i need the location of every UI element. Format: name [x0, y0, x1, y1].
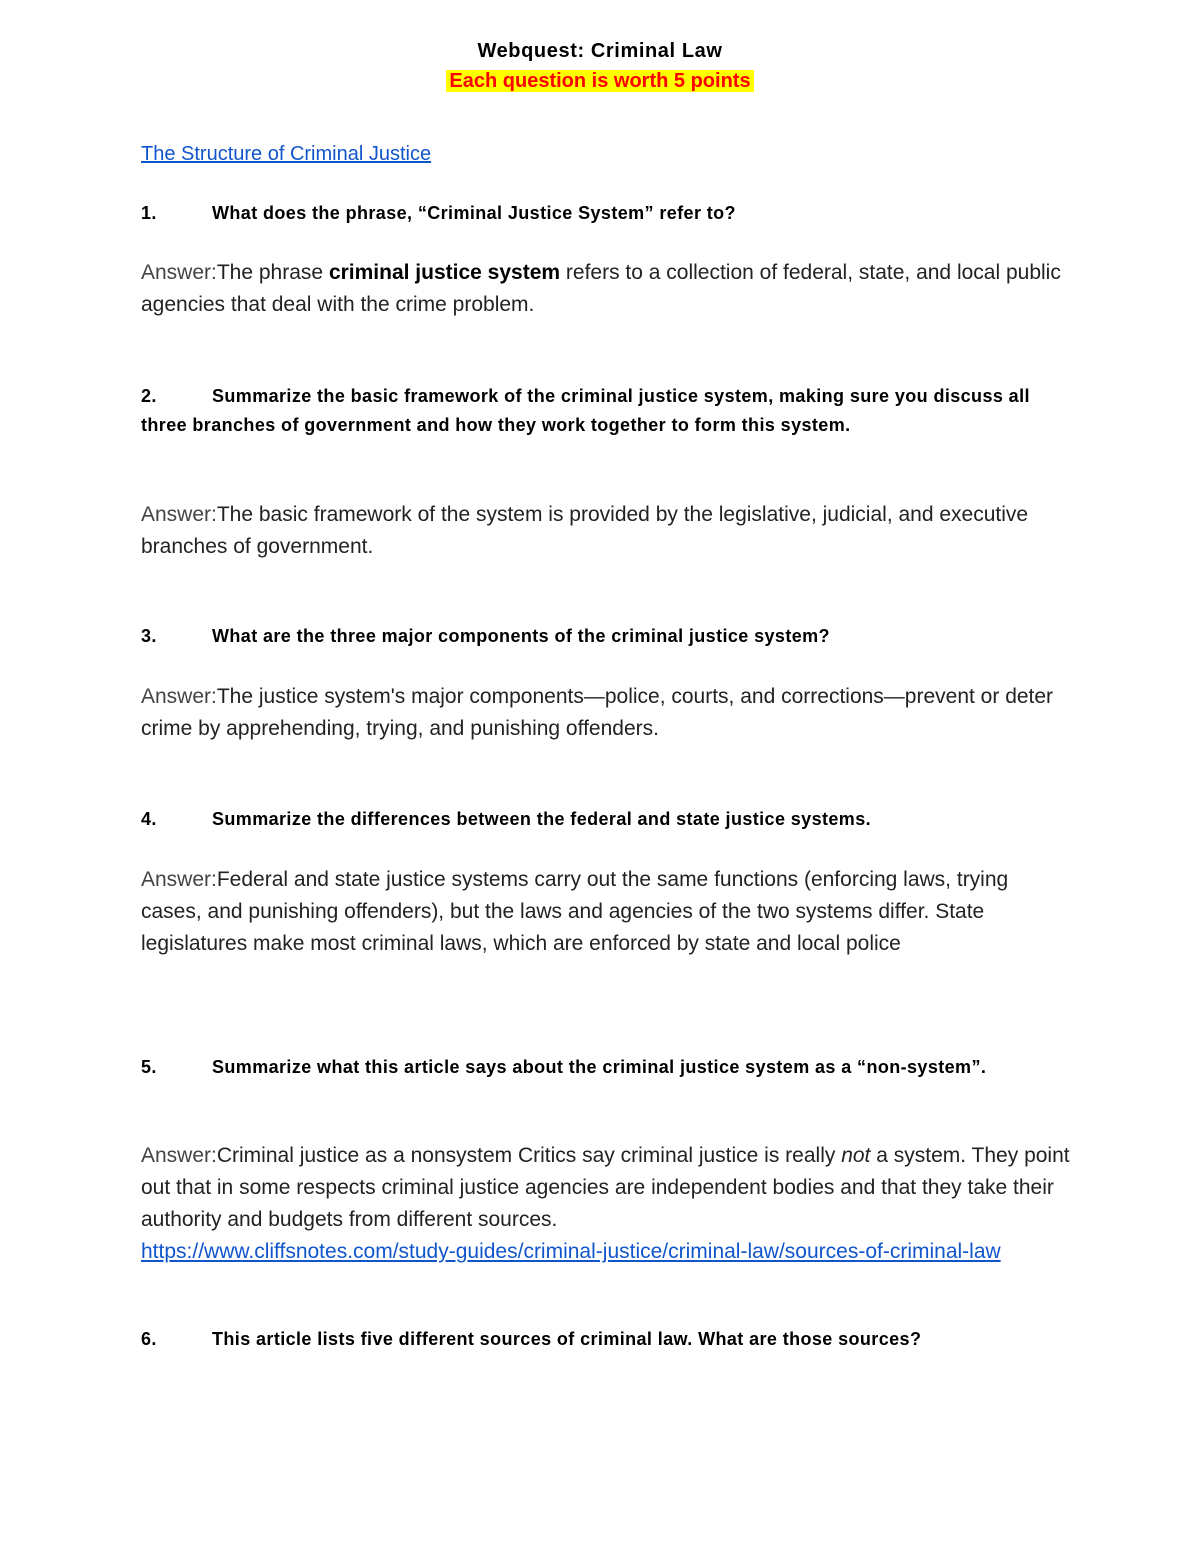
answer-text-continued: refers to a collection of federal, state, and local public agencies that deal with the crime problem.	[141, 261, 1061, 316]
question-6	[141, 1325, 1051, 1354]
answer-prefix: Answer:	[141, 685, 217, 708]
question-number: 4.	[141, 809, 157, 829]
answer-text: Criminal justice as a nonsystem Critics say criminal justice is really	[216, 1144, 842, 1167]
question-number: 6.	[141, 1329, 157, 1349]
answer-prefix: Answer:	[141, 1144, 217, 1167]
answer-3	[141, 681, 1071, 745]
question-text: What are the three major components of the criminal justice system?	[212, 626, 830, 646]
answer-prefix: Answer:	[141, 868, 217, 891]
question-2	[141, 382, 1051, 440]
answer-4	[141, 864, 1071, 960]
question-number: 2.	[141, 386, 157, 406]
question-text: Summarize what this article says about the criminal justice system as a “non-system”.	[212, 1057, 987, 1077]
question-text: What does the phrase, “Criminal Justice System” refer to?	[212, 203, 736, 223]
points-notice-highlight: Each question is worth 5 points	[446, 70, 753, 92]
document-title: Webquest: Criminal Law	[477, 40, 723, 62]
answer-text: Federal and state justice systems carry out the same functions (enforcing laws, trying cases, and punishing offenders), but the laws and agencies of the two systems differ. State legislatures make most criminal laws, which are enforced by state and local police	[141, 868, 1009, 955]
question-number: 1.	[141, 203, 157, 223]
question-text: Summarize the differences between the federal and state justice systems.	[212, 809, 872, 829]
answer-bold-term: criminal justice system	[328, 261, 561, 284]
cliffsnotes-link[interactable]: https://www.cliffsnotes.com/study-guides/criminal-justice/criminal-law/sources-of-criminal-law	[141, 1240, 1001, 1263]
points-notice	[0, 70, 1200, 93]
answer-2	[141, 499, 1071, 563]
question-5	[141, 1053, 1051, 1082]
answer-italic-word: not	[841, 1144, 871, 1167]
question-4	[141, 805, 1051, 834]
answer-text: The justice system's major components—police, courts, and corrections—prevent or deter crime by apprehending, trying, and punishing offenders.	[141, 685, 1054, 740]
answer-prefix: Answer:	[141, 503, 217, 526]
answer-text-continued: a system. They point out that in some respects criminal justice agencies are independent bodies and that they take their authority and budgets from different sources.	[141, 1144, 1070, 1231]
section-link-structure[interactable]: The Structure of Criminal Justice	[141, 143, 432, 165]
answer-text: The basic framework of the system is provided by the legislative, judicial, and executive branches of government.	[141, 503, 1029, 558]
question-text: Summarize the basic framework of the criminal justice system, making sure you discuss all three branches of government and how they work together to form this system.	[141, 386, 1030, 435]
question-text: This article lists five different sources of criminal law. What are those sources?	[212, 1329, 922, 1349]
question-number: 3.	[141, 626, 157, 646]
answer-prefix: Answer:	[141, 261, 217, 284]
question-1	[141, 199, 1051, 228]
question-number: 5.	[141, 1057, 157, 1077]
question-3	[141, 622, 1051, 651]
answer-5	[141, 1140, 1071, 1268]
answer-1	[141, 257, 1071, 321]
answer-text: The phrase	[216, 261, 329, 284]
